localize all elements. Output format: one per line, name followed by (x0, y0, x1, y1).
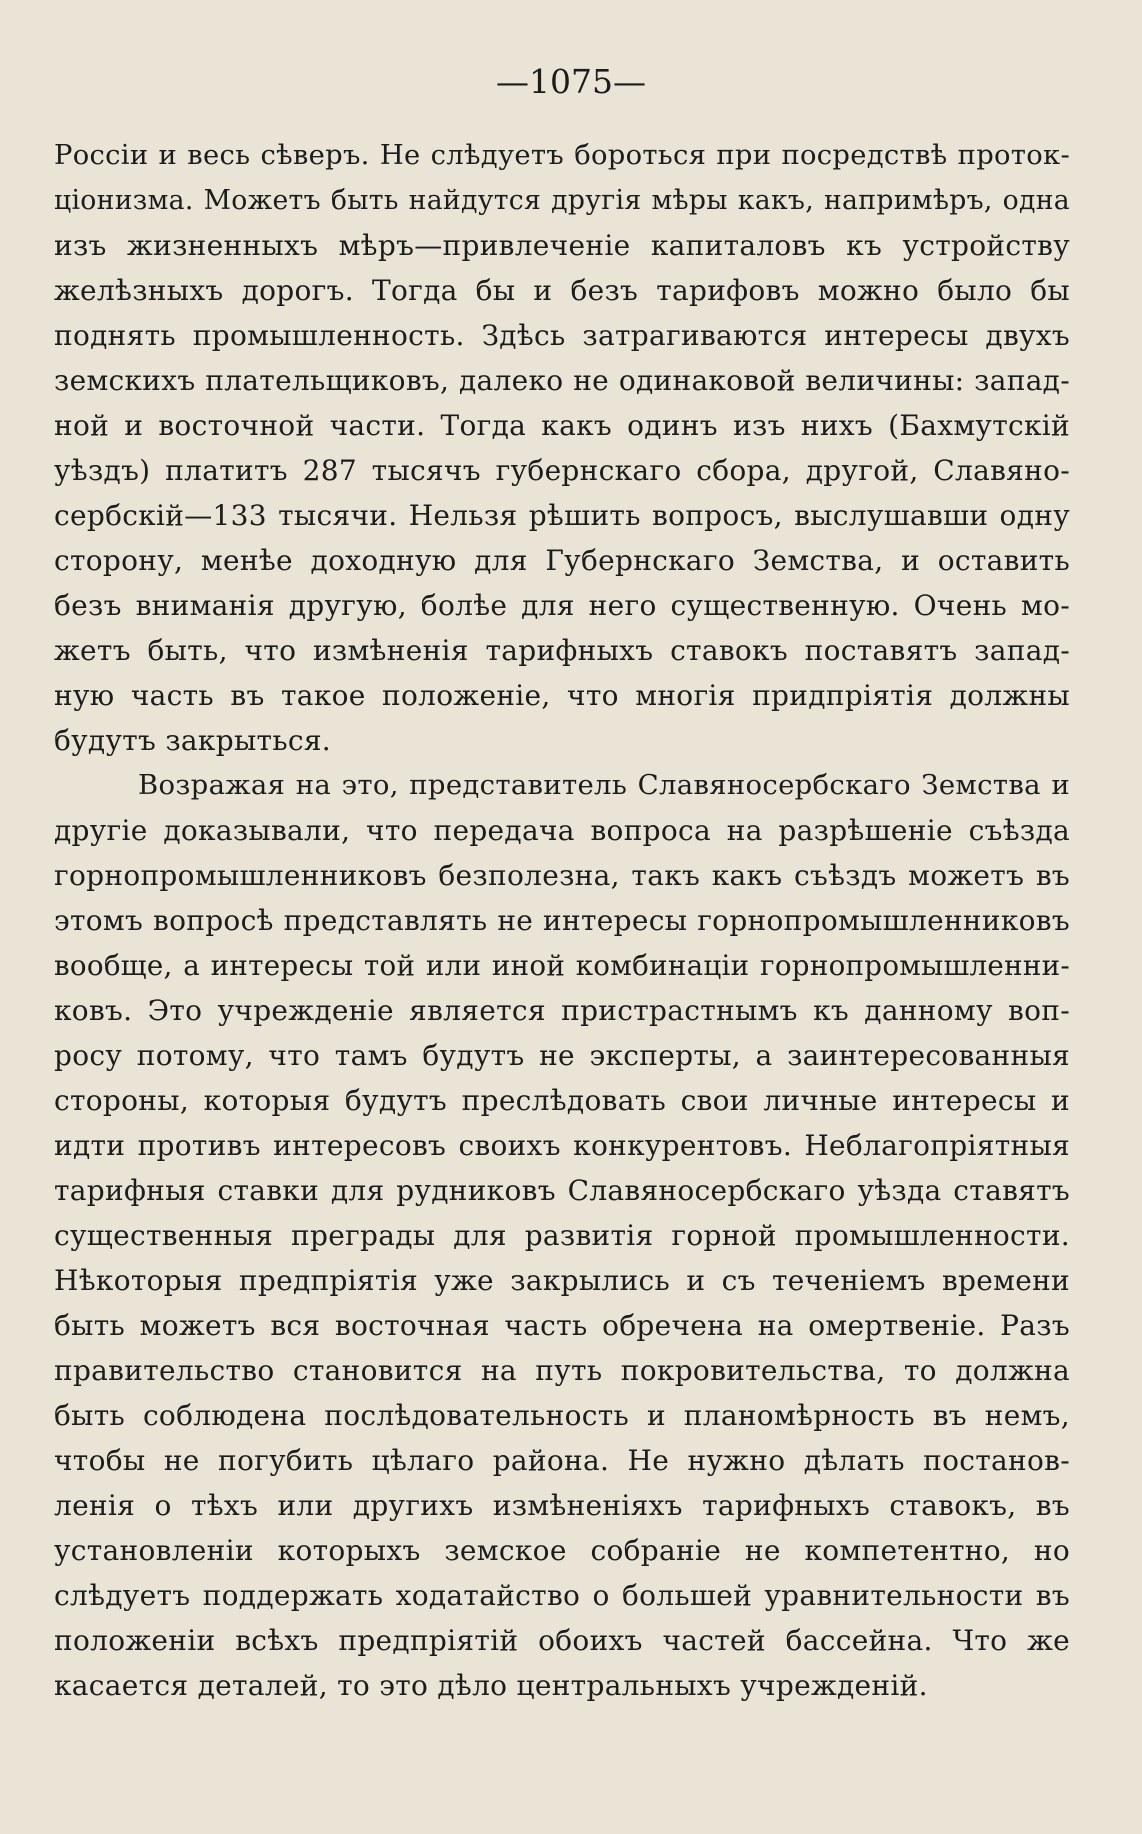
text-line: земскихъ плательщиковъ, далеко не одинаковой величины: запад- (54, 364, 1070, 397)
text-line: этомъ вопросѣ представлять не интересы горнопромышленниковъ (54, 904, 1070, 937)
text-line: жетъ быть, что измѣненія тарифныхъ ставокъ поставятъ запад- (54, 634, 1070, 667)
text-line: Возражая на это, представитель Славяносербскаго Земства и (138, 769, 1070, 801)
text-line: стороны, которыя будутъ преслѣдовать свои личные интересы и (54, 1084, 1070, 1117)
text-line: безъ вниманія другую, болѣе для него существенную. Очень мо- (54, 589, 1070, 622)
text-line: сербскій—133 тысячи. Нельзя рѣшить вопросъ, выслушавши одну (54, 499, 1070, 532)
text-line: ной и восточной части. Тогда какъ одинъ изъ нихъ (Бахмутскій (54, 409, 1070, 442)
text-line: слѣдуетъ поддержать ходатайство о большей уравнительности въ (54, 1579, 1070, 1612)
text-line: будутъ закрыться. (54, 724, 332, 757)
text-line: вообще, а интересы той или иной комбинаціи горнопромышленни- (54, 949, 1070, 982)
text-line: касается деталей, то это дѣло центральныхъ учрежденій. (54, 1669, 928, 1702)
text-line: чтобы не погубить цѣлаго района. Не нужно дѣлать постанов- (54, 1444, 1070, 1477)
text-line: быть можетъ вся восточная часть обречена на омертвеніе. Разъ (54, 1309, 1070, 1342)
text-line: Россіи и весь сѣверъ. Не слѣдуетъ бороться при посредствѣ проток- (54, 140, 1070, 171)
page-number: —1075— (496, 62, 646, 101)
text-line: ковъ. Это учрежденіе является пристрастнымъ къ данному воп- (54, 994, 1070, 1027)
text-line: ную часть въ такое положеніе, что многія придпріятія должны (54, 679, 1070, 712)
paragraph-1 (54, 133, 1070, 763)
body-text (54, 133, 1070, 1708)
paragraph-2 (54, 763, 1070, 1708)
text-line: быть соблюдена послѣдовательность и планомѣрность въ немъ, (54, 1399, 1070, 1432)
text-line: сторону, менѣе доходную для Губернскаго Земства, и оставить (54, 544, 1070, 577)
text-line: Нѣкоторыя предпріятія уже закрылись и съ теченіемъ времени (54, 1264, 1070, 1297)
text-line: идти противъ интересовъ своихъ конкурентовъ. Неблагопріятныя (54, 1129, 1070, 1162)
text-line: ціонизма. Можетъ быть найдутся другія мѣры какъ, напримѣръ, одна (54, 185, 1070, 216)
text-line: ленія о тѣхъ или другихъ измѣненіяхъ тарифныхъ ставокъ, въ (54, 1489, 1070, 1522)
text-line: изъ жизненныхъ мѣръ—привлеченіе капиталовъ къ устройству (54, 229, 1070, 262)
text-line: правительство становится на путь покровительства, то должна (54, 1354, 1070, 1387)
text-line: другіе доказывали, что передача вопроса на разрѣшеніе съѣзда (54, 814, 1070, 847)
text-line: уѣздъ) платитъ 287 тысячъ губернскаго сбора, другой, Славяно- (54, 454, 1070, 487)
text-line: горнопромышленниковъ безполезна, такъ какъ съѣздъ можетъ въ (54, 859, 1070, 892)
text-line: установленіи которыхъ земское собраніе не компетентно, но (54, 1534, 1070, 1567)
text-line: поднять промышленность. Здѣсь затрагиваются интересы двухъ (54, 319, 1070, 352)
text-line: желѣзныхъ дорогъ. Тогда бы и безъ тарифовъ можно было бы (54, 274, 1070, 307)
text-line: положеніи всѣхъ предпріятій обоихъ частей бассейна. Что же (54, 1624, 1070, 1657)
text-line: существенныя преграды для развитія горной промышленности. (54, 1219, 1070, 1252)
text-line: тарифныя ставки для рудниковъ Славяносербскаго уѣзда ставятъ (54, 1174, 1070, 1207)
text-line: росу потому, что тамъ будутъ не эксперты, а заинтересованныя (54, 1039, 1070, 1072)
